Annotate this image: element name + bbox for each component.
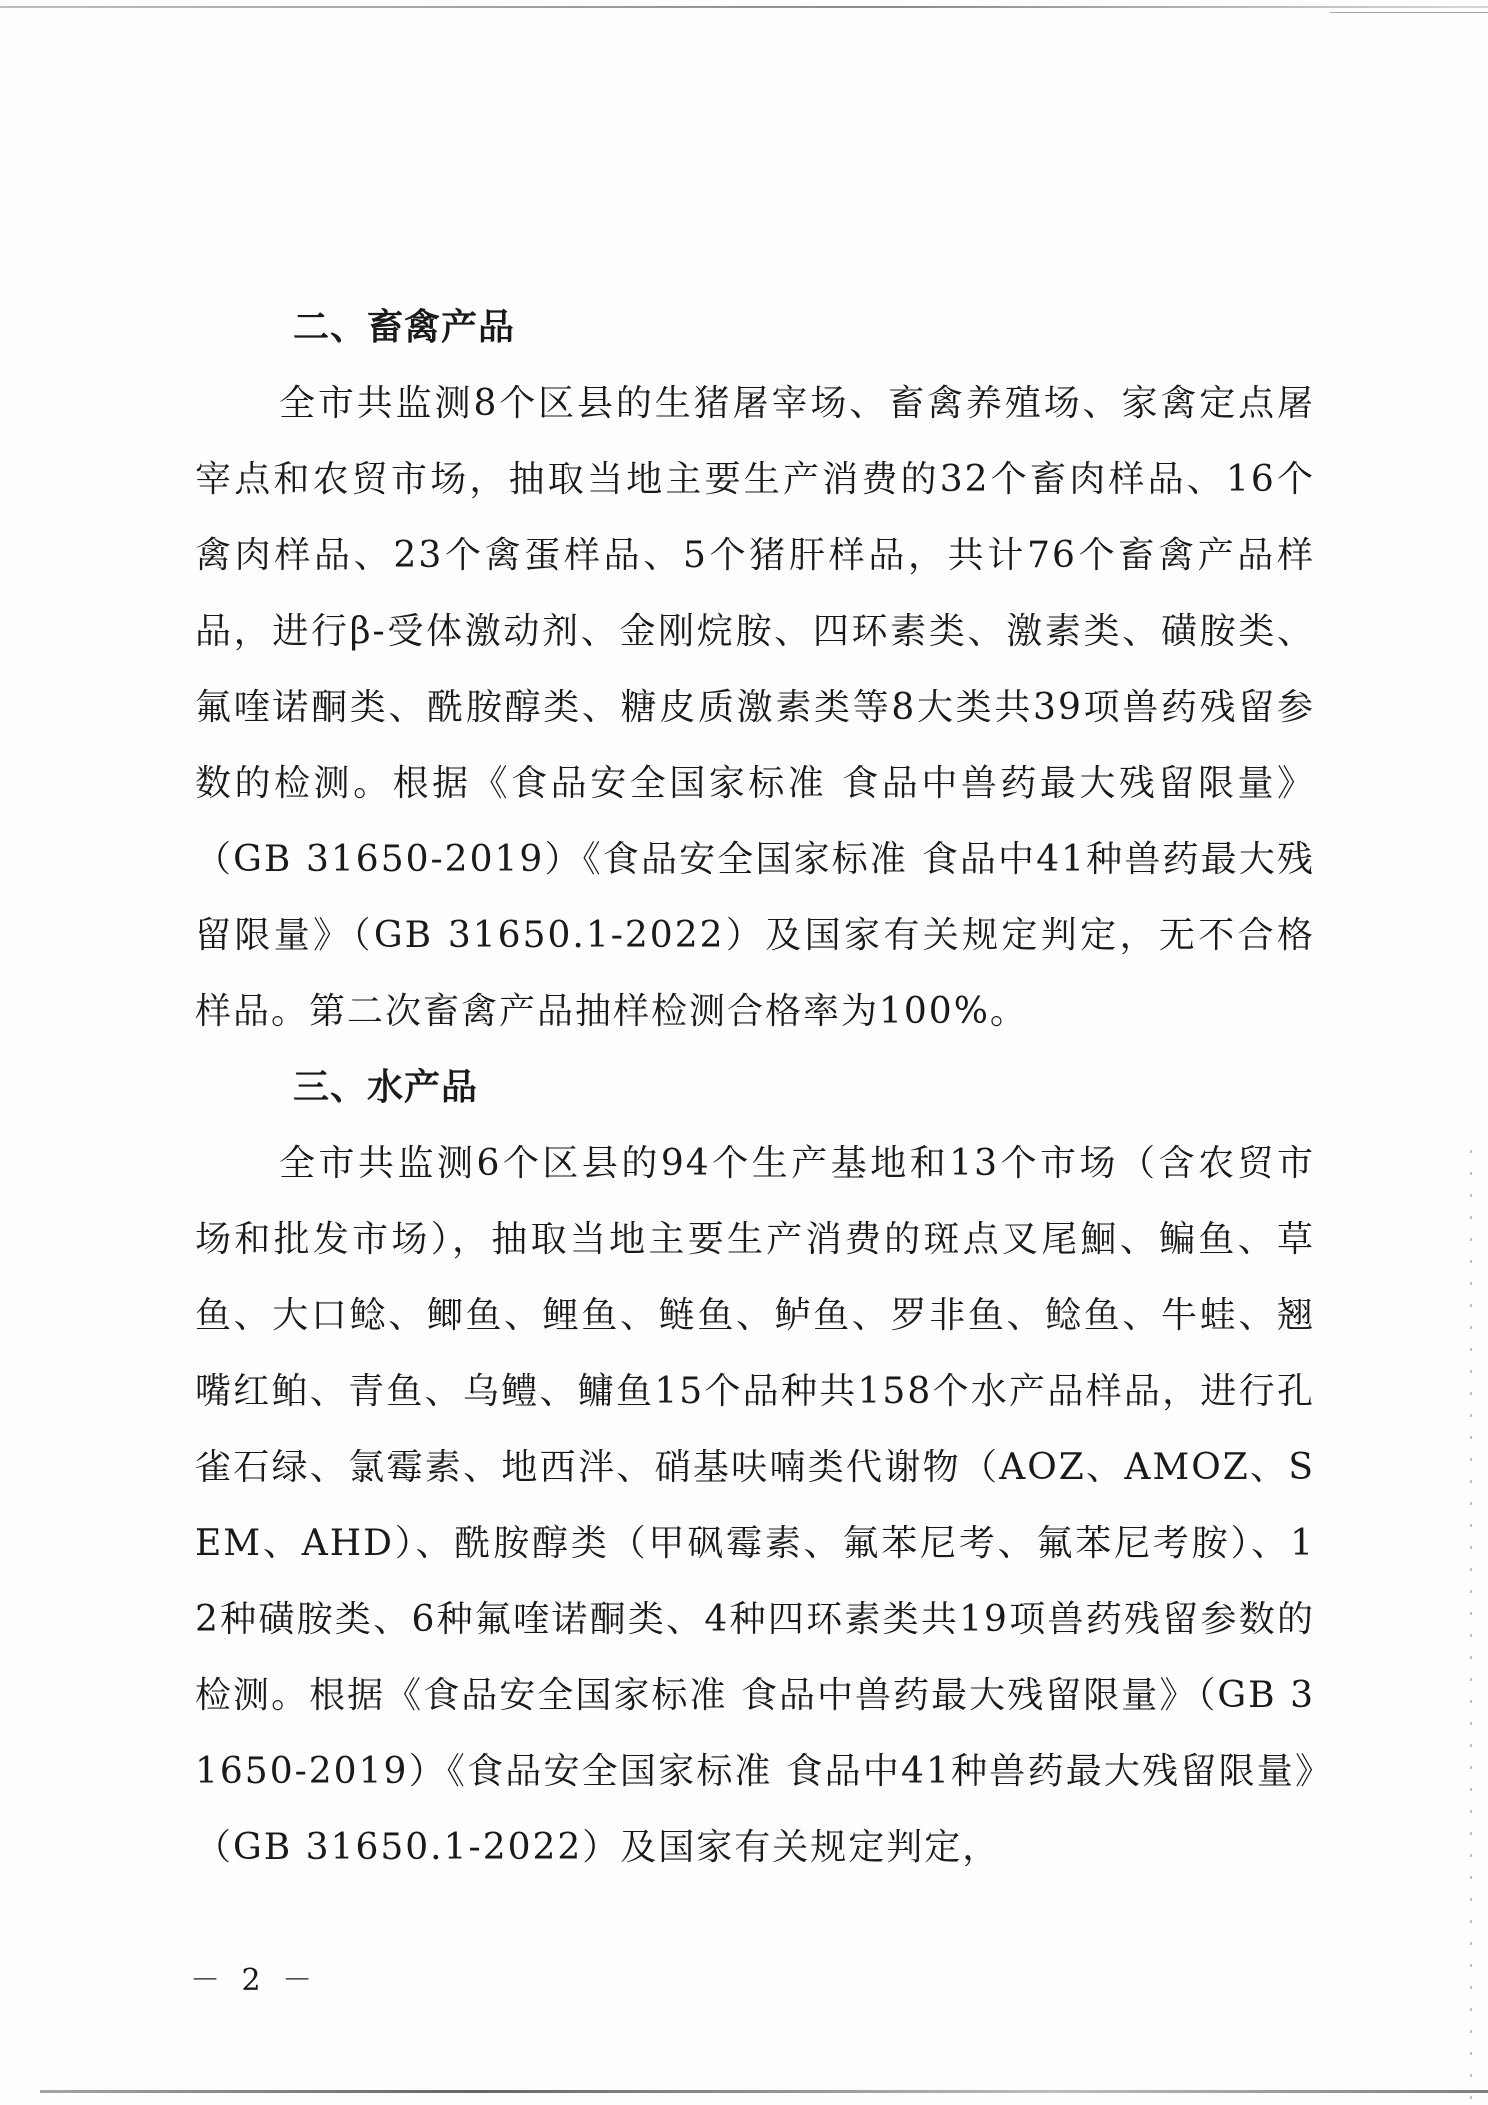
section-heading-livestock: 二、畜禽产品 xyxy=(293,307,516,348)
scan-artifact-top-line xyxy=(0,6,1488,8)
document-body xyxy=(195,290,1315,1886)
section-paragraph-aquatic: 全市共监测6个区县的94个生产基地和13个市场（含农贸市场和批发市场），抽取当地主要生产消费的斑点叉尾鮰、鳊鱼、草鱼、大口鲶、鲫鱼、鲤鱼、鲢鱼、鲈鱼、罗非鱼、鲶鱼、牛蛙、翘嘴红鲌、青鱼、乌鳢、鳙鱼15个品种共158个水产品样品，进行孔雀石绿、氯霉素、地西泮、硝基呋喃类代谢物（AOZ、AMOZ、SEM、AHD）、酰胺醇类（甲砜霉素、氟苯尼考、氟苯尼考胺）、12种磺胺类、6种氟喹诺酮类、4种四环素类共19项兽药残留参数的检测。根据《食品安全国家标准 食品中兽药最大残留限量》（GB 31650-2019）《食品安全国家标准 食品中41种兽药最大残留限量》（GB 31650.1-2022）及国家有关规定判定， xyxy=(195,1143,1315,1868)
page-number: － 2 － xyxy=(190,1963,319,1998)
section-heading-aquatic: 三、水产品 xyxy=(293,1067,479,1108)
section-paragraph-livestock: 全市共监测8个区县的生猪屠宰场、畜禽养殖场、家禽定点屠宰点和农贸市场，抽取当地主要生产消费的32个畜肉样品、16个禽肉样品、23个禽蛋样品、5个猪肝样品，共计76个畜禽产品样品，进行β-受体激动剂、金刚烷胺、四环素类、激素类、磺胺类、氟喹诺酮类、酰胺醇类、糖皮质激素类等8大类共39项兽药残留参数的检测。根据《食品安全国家标准 食品中兽药最大残留限量》（GB 31650-2019）《食品安全国家标准 食品中41种兽药最大残留限量》（GB 31650.1-2022）及国家有关规定判定，无不合格样品。第二次畜禽产品抽样检测合格率为100%。 xyxy=(195,383,1315,1032)
scan-artifact-bottom-line xyxy=(40,2090,1488,2093)
scan-artifact-top-right-line xyxy=(1330,12,1488,13)
scan-artifact-right-dots xyxy=(1470,1150,1472,2100)
